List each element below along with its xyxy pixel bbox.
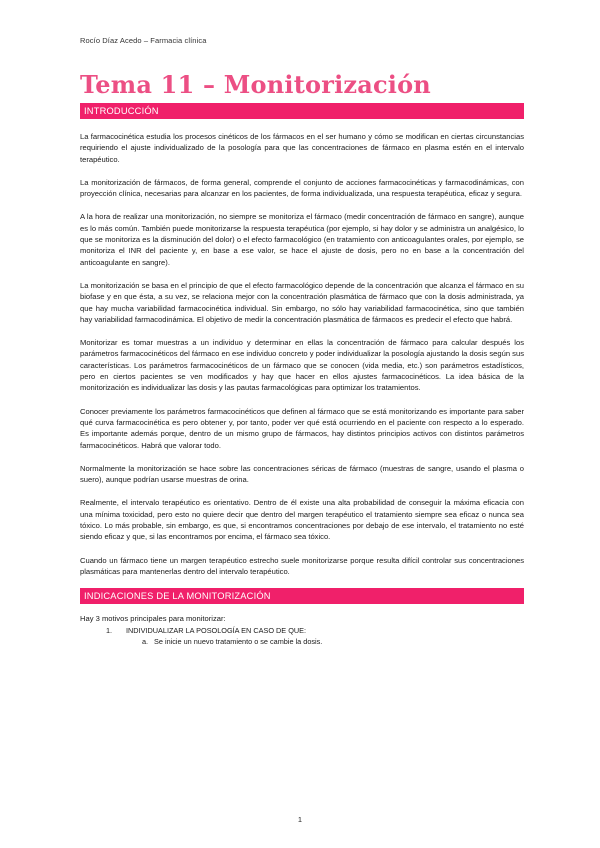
paragraph: Monitorizar es tomar muestras a un individuo y determinar en ellas la concentración de fármaco para calcular después los parámetros farmacocinéticos del fármaco en ese individuo concreto y poder individualizar la posología ajustando la dosis según sus características. Los parámetros farmacocinéticos de un fármaco que se conocen (vida media, etc.) son parámetros estadísticos, pero en ciertos pacientes se ven modificados y hay que hacer en ellos ajustes farmacocinéticos. La idea básica de la monitorización es individualizar las dosis y las pautas farmacológicas para optimizar los tratamientos. [80, 338, 524, 393]
paragraph: La monitorización de fármacos, de forma general, comprende el conjunto de acciones farmacocinéticas y farmacodinámicas, con proyección clínica, necesarias para alcanzar en los pacientes, de forma individualizada, una respuesta terapéutica, eficaz y segura. [80, 177, 524, 199]
list-number: 1. [106, 625, 113, 635]
sub-list-item-text: Se inicie un nuevo tratamiento o se cambie la dosis. [154, 636, 323, 646]
section-heading-indicaciones: INDICACIONES DE LA MONITORIZACIÓN [80, 588, 524, 604]
paragraph: La monitorización se basa en el principio de que el efecto farmacológico depende de la concentración que alcanza el fármaco en su biofase y en que ésta, a su vez, se relaciona mejor con la concentración plasmática de fármaco que con la dosis administrada, ya que hay mucha variabilidad farmacocinética individual. Sin embargo, no sólo hay variabilidad farmacocinética, sino que también hay variabilidad farmacodinámica. El objetivo de medir la concentración plasmática de fármacos es predecir el efecto que habrá. [80, 280, 524, 324]
sub-list-letter: a. [142, 636, 149, 646]
list-intro: Hay 3 motivos principales para monitorizar: [80, 614, 226, 624]
running-header: Rocío Díaz Acedo – Farmacia clínica [80, 36, 207, 45]
sub-list-item [142, 636, 524, 647]
page-number: 1 [297, 815, 303, 824]
paragraph: La farmacocinética estudia los procesos cinéticos de los fármacos en el ser humano y cómo se modifican en ciertas circunstancias requiriendo el ajuste individualizado de la posología para que las concentraciones de fármaco en plasma estén en el intervalo terapéutico. [80, 132, 524, 164]
list-item-text: INDIVIDUALIZAR LA POSOLOGÍA EN CASO DE QUE: [126, 625, 307, 635]
paragraph: Normalmente la monitorización se hace sobre las concentraciones séricas de fármaco (muestras de sangre, usando el plasma o suero), aunque podrían usarse muestras de orina. [80, 463, 524, 485]
list-item [106, 625, 524, 636]
paragraph: A la hora de realizar una monitorización, no siempre se monitoriza el fármaco (medir concentración de fármaco en sangre), aunque es lo más común. También puede monitorizarse la respuesta terapéutica (por ejemplo, si hay dolor y se administra un analgésico, lo que se monitoriza es la disminución del dolor) o el efecto farmacológico (en tratamiento con anticoagulantes orales, por ejemplo, se monitoriza el INR del paciente y, en base a ese valor, se hace el ajuste de dosis, pero no en base a la concentración del anticoagulante en sangre). [80, 212, 524, 267]
page-title: Tema 11 – Monitorización [80, 70, 431, 99]
paragraph: Conocer previamente los parámetros farmacocinéticos que definen al fármaco que se está monitorizando es importante para saber qué curva farmacocinética es pero obtener y, por tanto, poder ver qué está ocurriendo en el paciente con respecto a lo esperado. Es importante además porque, dentro de un mismo grupo de fármacos, hay distintos principios activos con distintos parámetros farmacocinéticos. Habrá que valorar todo. [80, 406, 524, 450]
paragraph: Cuando un fármaco tiene un margen terapéutico estrecho suele monitorizarse porque resulta difícil controlar sus concentraciones plasmáticas para mantenerlas dentro del intervalo terapéutico. [80, 555, 524, 576]
section-heading-introduccion: INTRODUCCIÓN [80, 103, 524, 119]
paragraph: Realmente, el intervalo terapéutico es orientativo. Dentro de él existe una alta probabilidad de conseguir la máxima eficacia con una mínima toxicidad, pero esto no quiere decir que dentro del margen terapéutico el tratamiento siempre sea eficaz o nunca sea tóxico. Lo más probable, sin embargo, es que, si encontramos concentraciones por debajo de ese intervalo, el tratamiento no esté siendo eficaz y que, si las encontramos por encima, el fármaco sea tóxico. [80, 498, 524, 542]
